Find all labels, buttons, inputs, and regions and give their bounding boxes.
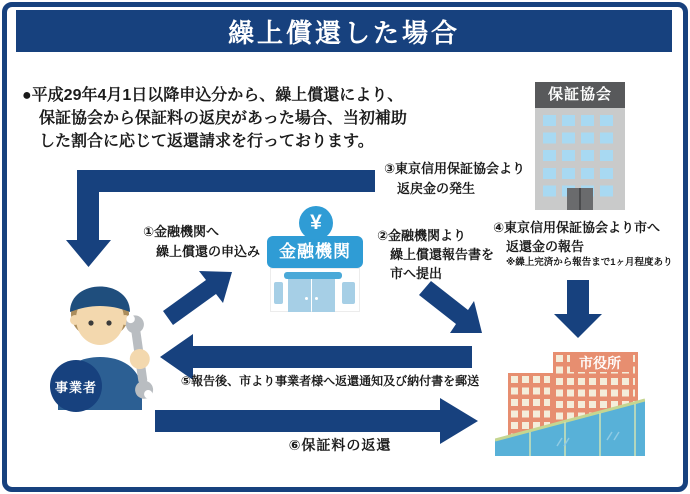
financial-institution-sign: 金融機関 — [267, 236, 363, 268]
step-4-label: ④東京信用保証協会より市へ 返還金の報告 ※繰上完済から報告まで1ヶ月程度あり — [493, 220, 673, 268]
intro-line: した割合に応じて返還請求を行っております。 — [39, 133, 374, 150]
step-6-label: ⑥保証料の返還 — [288, 437, 392, 453]
step-1-label: ①金融機関へ 繰上償還の申込み — [143, 224, 261, 259]
intro-line: ●平成29年4月1日以降申込分から、繰上償還により、 — [22, 87, 404, 104]
city-hall-sign: 市役所 — [570, 354, 630, 372]
page-title: 繰上償還した場合 — [227, 17, 460, 48]
guarantee-association-sign: 保証協会 — [535, 82, 625, 108]
step-3-label: ③東京信用保証協会より 返戻金の発生 — [384, 161, 526, 196]
step-5-label: ⑤報告後、市より事業者様へ返還通知及び納付書を郵送 — [180, 374, 480, 388]
glass-atrium — [495, 390, 645, 456]
business-operator-badge: 事業者 — [50, 360, 102, 412]
arrow-step4-association-to-city — [554, 280, 602, 338]
step-2-label: ②金融機関より 繰上償還報告書を 市へ提出 — [377, 228, 495, 281]
step-4-note: ※繰上完済から報告まで1ヶ月程度あり — [506, 257, 673, 268]
arrow-step2-bank-to-city — [419, 281, 482, 333]
arrow-step1-business-to-bank — [163, 271, 232, 325]
intro-line: 保証協会から保証料の返戻があった場合、当初補助 — [39, 110, 407, 127]
yen-icon: ¥ — [299, 206, 333, 240]
